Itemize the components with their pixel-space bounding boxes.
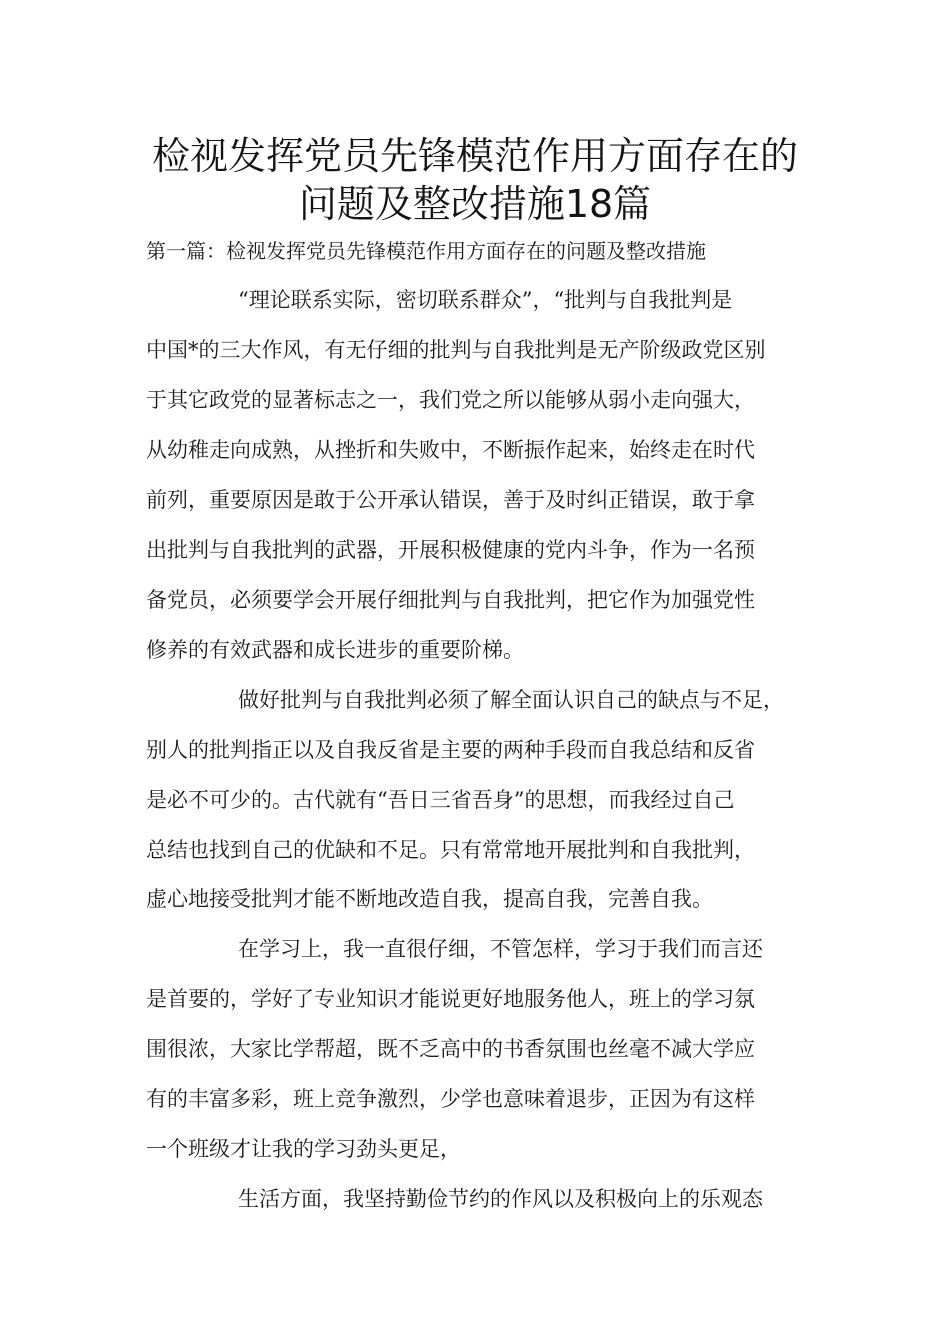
paragraph-line: “理论联系实际，密切联系群众”，“批判与自我批判是 bbox=[238, 288, 733, 312]
paragraph-line: 一个班级才让我的学习劲头更足， bbox=[146, 1137, 461, 1161]
paragraph-line: 是必不可少的。古代就有“吾日三省吾身”的思想，而我经过自己 bbox=[146, 788, 735, 812]
paragraph-line: 别人的批判指正以及自我反省是主要的两种手段而自我总结和反省 bbox=[146, 738, 755, 762]
section-heading: 第一篇：检视发挥党员先锋模范作用方面存在的问题及整改措施 bbox=[146, 239, 706, 263]
paragraph-line: 围很浓，大家比学帮超，既不乏高中的书香氛围也丝毫不减大学应 bbox=[146, 1037, 755, 1061]
paragraph-line: 总结也找到自己的优缺和不足。只有常常地开展批判和自我批判， bbox=[146, 838, 755, 862]
paragraph-line: 备党员，必须要学会开展仔细批判与自我批判，把它作为加强党性 bbox=[146, 588, 755, 612]
paragraph-line: 虚心地接受批判才能不断地改造自我，提高自我，完善自我。 bbox=[146, 887, 713, 911]
paragraph-line: 前列，重要原因是敢于公开承认错误，善于及时纠正错误，敢于拿 bbox=[146, 488, 755, 512]
paragraph-line: 出批判与自我批判的武器，开展积极健康的党内斗争，作为一名预 bbox=[146, 538, 755, 562]
paragraph-line: 中国*的三大作风，有无仔细的批判与自我批判是无产阶级政党区别 bbox=[146, 338, 766, 362]
paragraph-line: 在学习上，我一直很仔细，不管怎样，学习于我们而言还 bbox=[238, 937, 763, 961]
paragraph-line: 有的丰富多彩，班上竞争激烈，少学也意味着退步，正因为有这样 bbox=[146, 1087, 755, 1111]
paragraph-line: 修养的有效武器和成长进步的重要阶梯。 bbox=[146, 638, 524, 662]
paragraph-line: 做好批判与自我批判必须了解全面认识自己的缺点与不足， bbox=[238, 688, 784, 712]
document-title-line-1: 检视发挥党员先锋模范作用方面存在的 bbox=[151, 134, 798, 178]
paragraph-line: 生活方面，我坚持勤俭节约的作风以及积极向上的乐观态 bbox=[238, 1187, 763, 1211]
document-title-line-2: 问题及整改措施18篇 bbox=[298, 182, 652, 226]
paragraph-line: 从幼稚走向成熟，从挫折和失败中，不断振作起来，始终走在时代 bbox=[146, 438, 755, 462]
paragraph-line: 是首要的，学好了专业知识才能说更好地服务他人，班上的学习氛 bbox=[146, 987, 755, 1011]
paragraph-line: 于其它政党的显著标志之一，我们党之所以能够从弱小走向强大， bbox=[146, 388, 755, 412]
